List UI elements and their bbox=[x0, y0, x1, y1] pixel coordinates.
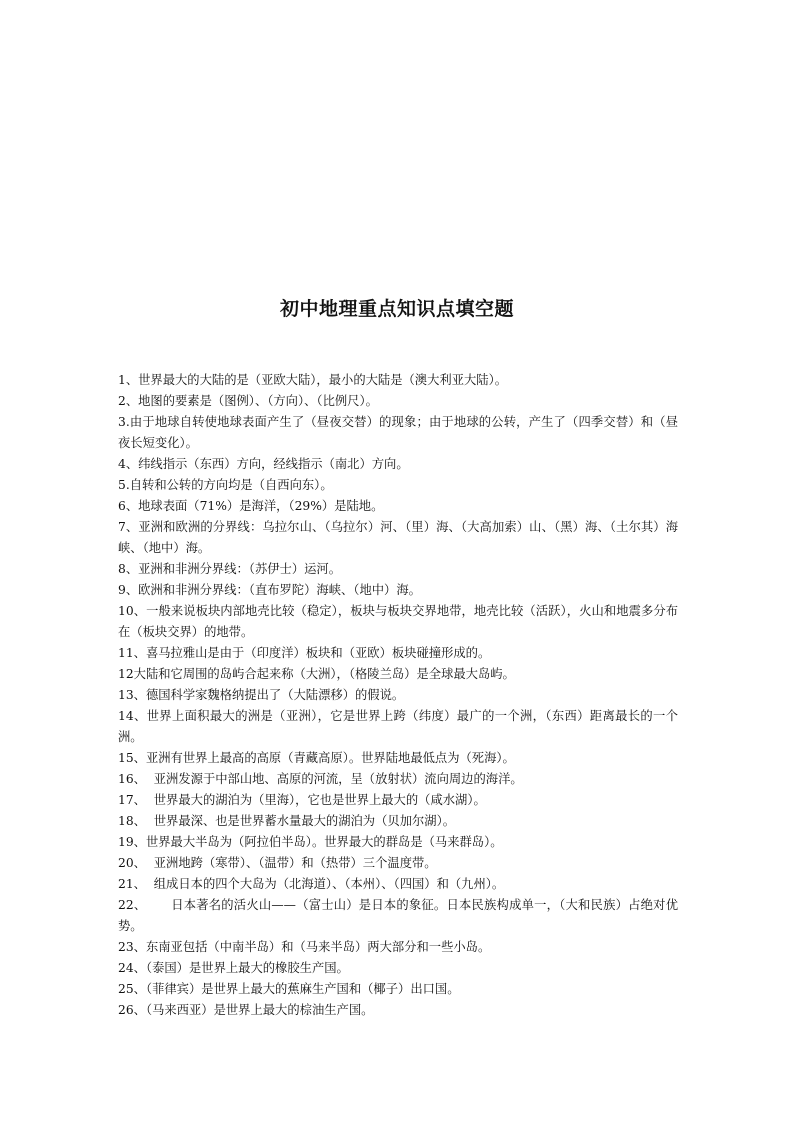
question-item-14: 14、世界上面积最大的洲是（亚洲），它是世界上跨（纬度）最广的一个洲，（东西）距离最长的一个洲。 bbox=[118, 709, 678, 744]
question-item-23: 23、东南亚包括（中南半岛）和（马来半岛）两大部分和一些小岛。 bbox=[118, 940, 491, 954]
question-item-10: 10、一般来说板块内部地壳比较（稳定），板块与板块交界地带，地壳比较（活跃），火山和地震多分布在（板块交界）的地带。 bbox=[118, 604, 678, 639]
question-item-11: 11、喜马拉雅山是由于（印度洋）板块和（亚欧）板块碰撞形成的。 bbox=[118, 646, 491, 660]
question-item-4: 4、纬线指示（东西）方向，经线指示（南北）方向。 bbox=[118, 457, 409, 471]
question-item-18: 18、 世界最深、也是世界蓄水量最大的湖泊为（贝加尔湖）。 bbox=[118, 814, 456, 828]
question-item-3: 3.由于地球自转使地球表面产生了（昼夜交替）的现象；由于地球的公转，产生了（四季交替）和（昼夜长短变化）。 bbox=[118, 415, 678, 450]
question-list bbox=[118, 370, 678, 1021]
question-item-26: 26、（马来西亚）是世界上最大的棕油生产国。 bbox=[118, 1003, 374, 1017]
question-item-25: 25、（菲律宾）是世界上最大的蕉麻生产国和（椰子）出口国。 bbox=[118, 982, 460, 996]
question-item-22: 22、 日本著名的活火山——（富士山）是日本的象征。日本民族构成单一，（大和民族）占绝对优势。 bbox=[118, 898, 678, 933]
question-item-9: 9、欧洲和非洲分界线：（直布罗陀）海峡、（地中）海。 bbox=[118, 583, 421, 597]
question-item-17: 17、 世界最大的湖泊为（里海），它也是世界上最大的（咸水湖）。 bbox=[118, 793, 486, 807]
question-item-24: 24、（泰国）是世界上最大的橡胶生产国。 bbox=[118, 961, 349, 975]
question-item-15: 15、亚洲有世界上最高的高原（青藏高原）。世界陆地最低点为（死海）。 bbox=[118, 751, 515, 765]
question-item-20: 20、 亚洲地跨（寒带）、（温带）和（热带）三个温度带。 bbox=[118, 856, 437, 870]
question-item-7: 7、亚洲和欧洲的分界线：乌拉尔山、（乌拉尔）河、（里）海、（大高加索）山、（黑）海、（土尔其）海峡、（地中）海。 bbox=[118, 520, 678, 555]
page-title: 初中地理重点知识点填空题 bbox=[279, 298, 514, 320]
question-item-6: 6、地球表面（71%）是海洋，（29%）是陆地。 bbox=[118, 499, 384, 513]
question-item-12: 12大陆和它周围的岛屿合起来称（大洲），（格陵兰岛）是全球最大岛屿。 bbox=[118, 667, 515, 681]
question-item-5: 5.自转和公转的方向均是（自西向东）。 bbox=[118, 478, 333, 492]
question-item-8: 8、亚洲和非洲分界线：（苏伊士）运河。 bbox=[118, 562, 342, 576]
question-item-2: 2、地图的要素是（图例）、（方向）、（比例尺）。 bbox=[118, 394, 378, 408]
question-item-1: 1、世界最大的大陆的是（亚欧大陆），最小的大陆是（澳大利亚大陆）。 bbox=[118, 373, 508, 387]
question-item-16: 16、 亚洲发源于中部山地、高原的河流，呈（放射状）流向周边的海洋。 bbox=[118, 772, 523, 786]
question-item-13: 13、德国科学家魏格纳提出了（大陆漂移）的假说。 bbox=[118, 688, 405, 702]
question-item-19: 19、世界最大半岛为（阿拉伯半岛）。世界最大的群岛是（马来群岛）。 bbox=[118, 835, 503, 849]
question-item-21: 21、 组成日本的四个大岛为（北海道）、（本州）、（四国）和（九州）。 bbox=[118, 877, 505, 891]
